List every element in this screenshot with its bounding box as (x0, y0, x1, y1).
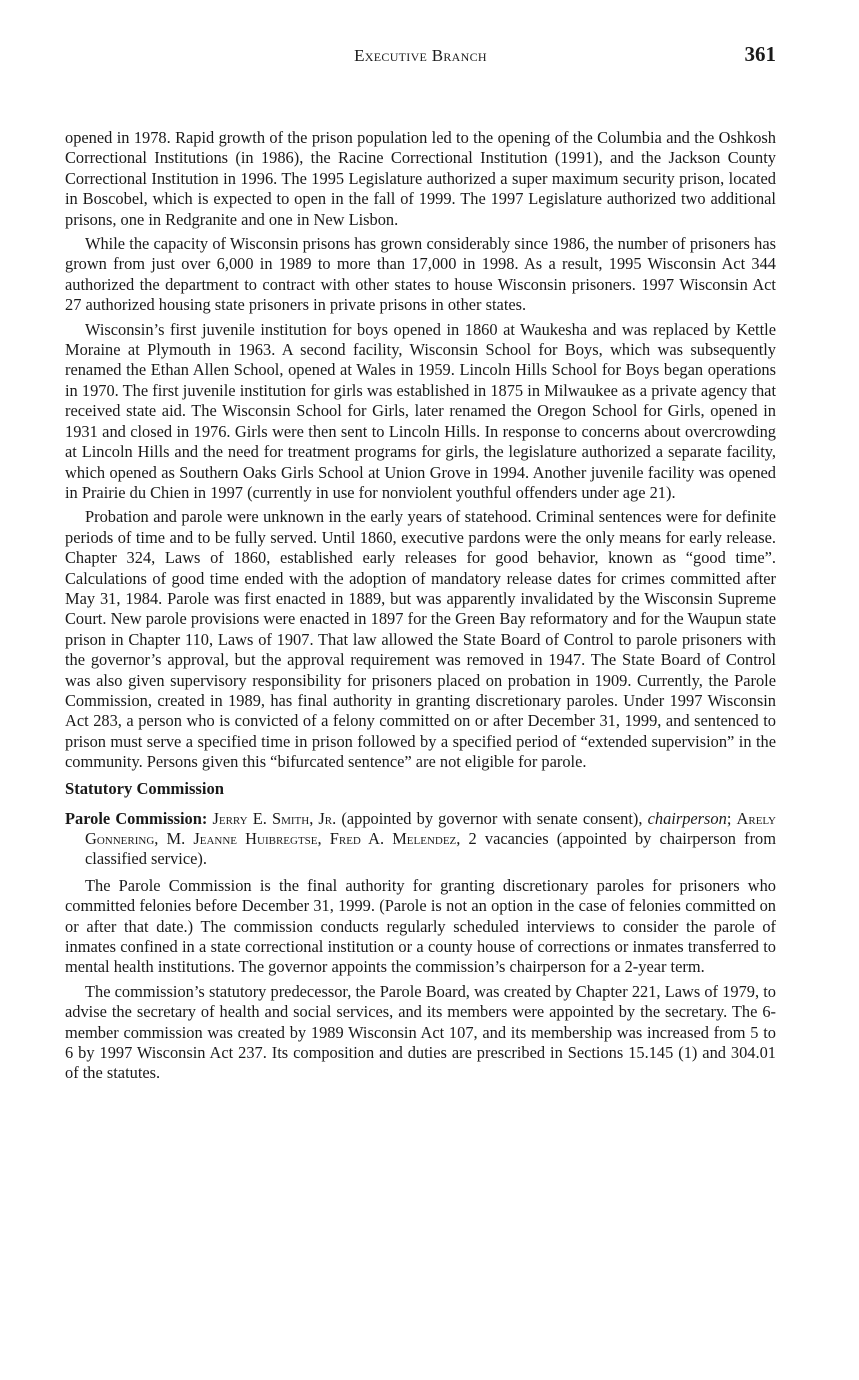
entry-separator: ; (726, 808, 737, 828)
chair-name: Jerry E. Smith, Jr. (212, 808, 337, 828)
paragraph: opened in 1978. Rapid growth of the prison population led to the opening of the Columbia and the Oshkosh Correctional Institutions (in 1986), the Racine Correctional Institution (1991), and the Jackson County Correctional Institution in 1996. The 1995 Legislature authorized a super maximum security prison, located in Boscobel, which is expected to open in the fall of 1999. The 1997 Legislature authorized two additional prisons, one in Redgranite and one in New Lisbon. (65, 128, 776, 229)
paragraph: Probation and parole were unknown in the early years of statehood. Criminal sentences were for definite periods of time and to be fully served. Until 1860, executive pardons were the only means for early release. Chapter 324, Laws of 1860, established early releases for good behavior, known as “good time”. Calculations of good time ended with the adoption of mandatory release dates for crimes committed after May 31, 1984. Parole was first enacted in 1889, but was apparently invalidated by the Wisconsin Supreme Court. New parole provisions were enacted in 1897 for the Green Bay reformatory and for the Waupun state prison in Chapter 110, Laws of 1907. That law allowed the State Board of Control to parole prisoners with the governor’s approval, but the approval requirement was removed in 1947. The State Board of Control was also given supervisory responsibility for prisoners placed on probation in 1909. Currently, the Parole Commission, created in 1989, has final authority in granting discretionary paroles. Under 1997 Wisconsin Act 283, a person who is convicted of a felony committed on or after December 31, 1999, and sentenced to prison must serve a specified time in prison followed by a specified period of “extended supervision” in the community. Persons given this “bifurcated sentence” are not eligible for parole. (65, 507, 776, 772)
page-header (65, 42, 776, 76)
paragraph: The commission’s statutory predecessor, the Parole Board, was created by Chapter 221, Laws of 1979, to advise the secretary of health and social services, and its members were appointed by the secretary. The 6-member commission was created by 1989 Wisconsin Act 107, and its membership was increased from 5 to 6 by 1997 Wisconsin Act 237. Its composition and duties are prescribed in Sections 15.145 (1) and 304.01 of the statutes. (65, 981, 776, 1083)
chair-appointment: (appointed by governor with senate consent), (336, 808, 648, 828)
paragraph: While the capacity of Wisconsin prisons has grown considerably since 1986, the number of prisoners has grown from just over 6,000 in 1989 to more than 17,000 in 1998. As a result, 1995 Wisconsin Act 344 authorized the department to contract with other states to house Wisconsin prisoners. 1997 Wisconsin Act 27 authorized housing state prisoners in private prisons in other states. (65, 234, 776, 315)
commission-entry (65, 809, 776, 870)
body-text (65, 128, 776, 1084)
paragraph: Wisconsin’s first juvenile institution for boys opened in 1860 at Waukesha and was replaced by Kettle Moraine at Plymouth in 1963. A second facility, Wisconsin School for Boys, which was subsequently renamed the Ethan Allen School, opened at Wales in 1959. Lincoln Hills School for Boys began operations in 1970. The first juvenile institution for girls was established in 1875 in Milwaukee as a private agency that received state aid. The Wisconsin School for Girls, later renamed the Oregon School for Girls, opened in 1931 and closed in 1976. Girls were then sent to Lincoln Hills. In response to concerns about overcrowding at Lincoln Hills and the need for treatment programs for girls, the legislature authorized a separate facility, which opened as Southern Oaks Girls School at Union Grove in 1994. Another juvenile facility was opened in Prairie du Chien in 1997 (currently in use for nonviolent youthful offenders under age 21). (65, 319, 776, 502)
chair-title: chairperson (647, 808, 727, 828)
running-head: Executive Branch (354, 46, 487, 65)
page (65, 42, 776, 1088)
members-note: 2 vacancies (appointed by chairperson from classified service). (85, 829, 777, 869)
section-heading: Statutory Commission (65, 778, 225, 798)
member-names: Arely Gonnering, M. Jeanne Huibregtse, Fred A. Melendez, (85, 808, 776, 848)
paragraph: The Parole Commission is the final authority for granting discretionary paroles for prisoners who committed felonies before December 31, 1999. (Parole is not an option in the case of felonies committed on or after that date.) The commission conducts regularly scheduled interviews to consider the parole of inmates confined in a state correctional institution or a county house of corrections or inmates transferred to mental health institutions. The governor appoints the commission’s chairperson for a 2-year term. (65, 875, 776, 977)
page-number: 361 (744, 42, 776, 66)
entry-label: Parole Commission: (65, 808, 208, 828)
